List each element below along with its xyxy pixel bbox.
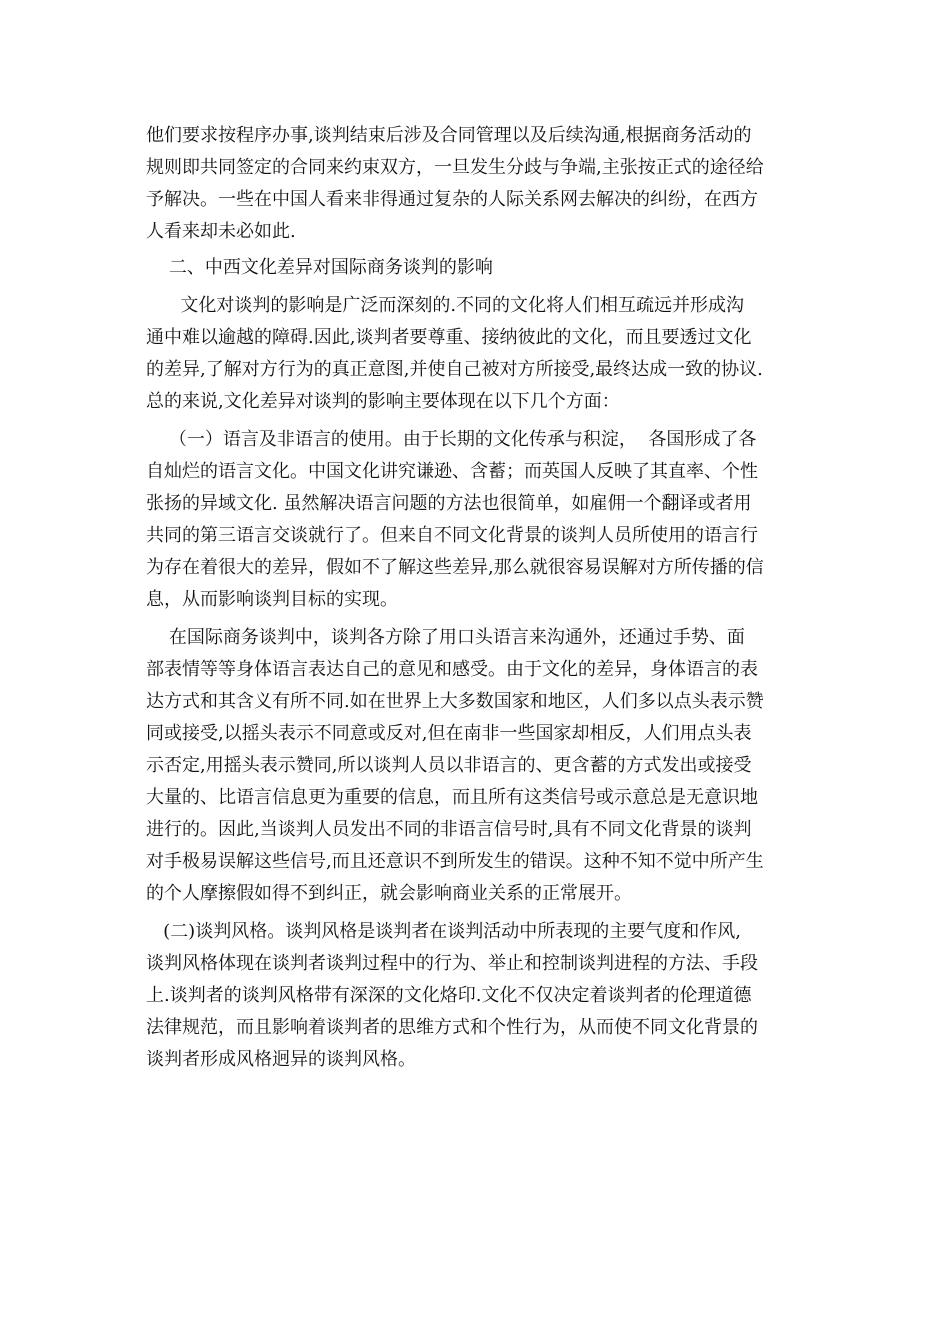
- text-line: 文化对谈判的影响是广泛而深刻的.不同的文化将人们相互疏远并形成沟: [146, 295, 745, 316]
- paragraph-procedure: [146, 120, 808, 248]
- text-line: 示否定,用摇头表示赞同,所以谈判人员以非语言的、更含蓄的方式发出或接受: [146, 755, 752, 776]
- paragraph-language: [146, 424, 808, 616]
- text-line: 总的来说,文化差异对谈判的影响主要体现在以下几个方面：: [146, 391, 620, 412]
- text-line: 谈判者形成风格迥异的谈判风格。: [146, 1049, 416, 1070]
- paragraph-style: [146, 916, 808, 1076]
- text-line: 同或接受,以摇头表示不同意或反对,但在南非一些国家却相反，人们用点头表: [146, 723, 752, 744]
- text-line: 部表情等等身体语言表达自己的意见和感受。由于文化的差异，身体语言的表: [146, 659, 758, 680]
- text-line: 予解决。一些在中国人看来非得通过复杂的人际关系网去解决的纠纷，在西方: [146, 189, 758, 210]
- text-line: 的个人摩擦假如得不到纠正，就会影响商业关系的正常展开。: [146, 883, 632, 904]
- text-line: 规则即共同签定的合同来约束双方，一旦发生分歧与争端,主张按正式的途径给: [146, 157, 764, 178]
- heading-line: 二、中西文化差异对国际商务谈判的影响: [146, 257, 493, 278]
- text-line: 大量的、比语言信息更为重要的信息，而且所有这类信号或示意总是无意识地: [146, 787, 758, 808]
- text-line: 谈判风格体现在谈判者谈判过程中的行为、举止和控制谈判进程的方法、手段: [146, 953, 758, 974]
- text-line: 共同的第三语言交谈就行了。但来自不同文化背景的谈判人员所使用的语言行: [146, 525, 758, 546]
- text-line: 人看来却未必如此.: [146, 221, 296, 242]
- text-line: 对手极易误解这些信号,而且还意识不到所发生的错误。这种不知不觉中所产生: [146, 851, 764, 872]
- text-line: 上.谈判者的谈判风格带有深深的文化烙印.文化不仅决定着谈判者的伦理道德: [146, 985, 752, 1006]
- text-line: （一）语言及非语言的使用。由于长期的文化传承与积淀， 各国形成了各: [146, 429, 757, 450]
- paragraph-body-language: [146, 622, 808, 910]
- text-line: 他们要求按程序办事,谈判结束后涉及合同管理以及后续沟通,根据商务活动的: [146, 125, 752, 146]
- text-line: 张扬的异域文化. 虽然解决语言问题的方法也很简单，如雇佣一个翻译或者用: [146, 493, 752, 514]
- text-line: 通中难以逾越的障碍.因此,谈判者要尊重、接纳彼此的文化，而且要透过文化: [146, 327, 752, 348]
- paragraph-intro: [146, 290, 808, 418]
- text-line: 进行的。因此,当谈判人员发出不同的非语言信号时,具有不同文化背景的谈判: [146, 819, 752, 840]
- text-line: 的差异,了解对方行为的真正意图,并使自己被对方所接受,最终达成一致的协议.: [146, 359, 763, 380]
- text-line: 达方式和其含义有所不同.如在世界上大多数国家和地区，人们多以点头表示赞: [146, 691, 764, 712]
- text-line: 在国际商务谈判中，谈判各方除了用口头语言来沟通外，还通过手势、面: [146, 627, 745, 648]
- text-line: 法律规范，而且影响着谈判者的思维方式和个性行为，从而使不同文化背景的: [146, 1017, 758, 1038]
- section-heading: [146, 252, 808, 284]
- body-text: [146, 120, 808, 1076]
- text-line: 自灿烂的语言文化。中国文化讲究谦逊、含蓄；而英国人反映了其直率、个性: [146, 461, 758, 482]
- text-line: (二)谈判风格。谈判风格是谈判者在谈判活动中所表现的主要气度和作风,: [146, 921, 741, 942]
- text-line: 息，从而影响谈判目标的实现。: [146, 589, 398, 610]
- text-line: 为存在着很大的差异，假如不了解这些差异,那么就很容易误解对方所传播的信: [146, 557, 764, 578]
